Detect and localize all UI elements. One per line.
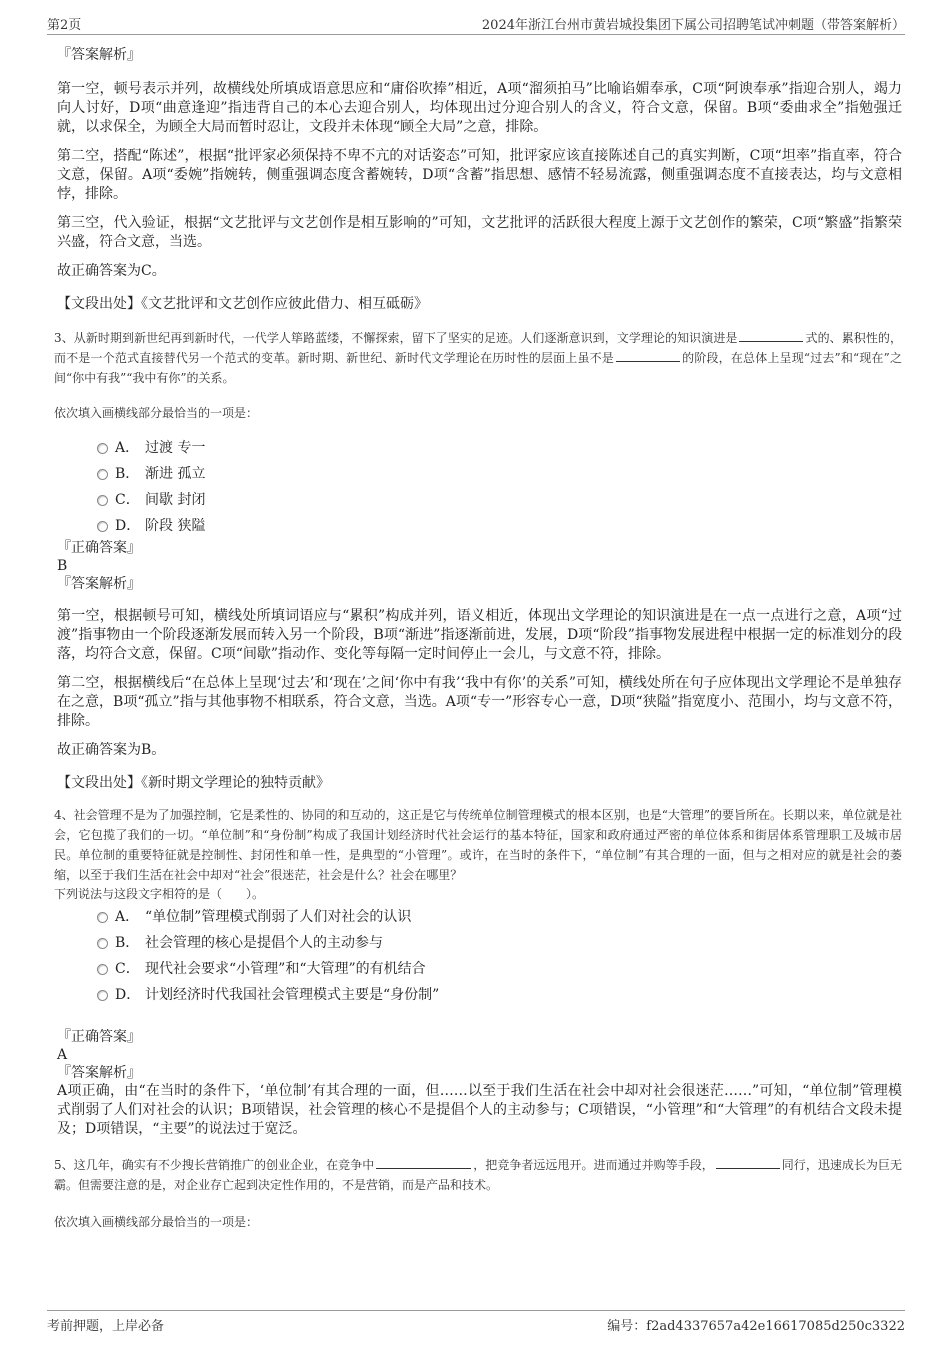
question-3-prompt: 依次填入画横线部分最恰当的一项是： [54,406,259,420]
radio-button[interactable] [97,938,108,949]
source-line [57,295,902,314]
page-footer [47,1310,905,1334]
radio-button[interactable] [97,990,108,1001]
radio-button[interactable] [97,495,108,506]
radio-button[interactable] [97,912,108,923]
document-body [54,46,902,1230]
analysis-label: 『答案解析』 [57,576,141,592]
radio-button[interactable] [97,521,108,532]
fill-blank [376,1156,471,1169]
page-header [47,12,905,35]
option-a[interactable]: A． 过渡 专一 [97,435,902,461]
document-id: 编号：f2ad4337657a42e16617085d250c3322 [607,1319,905,1334]
radio-button[interactable] [97,964,108,975]
analysis-paragraph: 第一空，根据顿号可知，横线处所填词语应与“累积”构成并列，语义相近，体现出文学理论的知识演进是在一点一点进行之意，A项“过渡”指事物由一个阶段逐渐发展而转入另一个阶段，B项“渐进”指逐渐前进，发展，D项“阶段”指事物发展进程中根据一定的标准划分的段落，均符合文意，保留。C项“间歇”指动作、变化等每隔一定时间停止一会儿，与文意不符，排除。 [57,608,902,662]
question-5-stem: 5、这几年，确实有不少搜长营销推广的创业企业，在竞争中 ，把竞争者远远甩开。进而通过并购等手段， 同行，迅速成长为巨无霸。但需要注意的是，对企业存亡起到决定性作用的，不是营销，而是产品和技术。 [54,1158,902,1192]
question-3-stem: 3、从新时期到新世纪再到新时代，一代学人筚路蓝缕，不懈探索，留下了坚实的足迹。人们逐渐意识到，文学理论的知识演进是 式的、累积性的，而不是一个范式直接替代另一个范式的变革。新时期、新世纪、新时代文学理论在历时性的层面上虽不是 的阶段，在总体上呈现“过去”和“现在”之间“你中有我”“我中有你”的关系。 [54,331,902,385]
correct-answer: A [57,1047,68,1063]
question-4-stem: 4、社会管理不是为了加强控制，它是柔性的、协同的和互动的，这正是它与传统单位制管理模式的根本区别，也是“大管理”的要旨所在。长期以来，单位就是社会，它包揽了我们的一切。“单位制”和“身份制”构成了我国计划经济时代社会运行的基本特征，国家和政府通过严密的单位体系和街居体系管理职工及城市居民。单位制的重要特征就是控制性、封闭性和单一性，是典型的“小管理”。或许，在当时的条件下，“单位制”有其合理的一面，但与之相对应的就是社会的萎缩，以至于我们生活在社会中却对“社会”很迷茫，社会是什么？社会在哪里？ [54,808,902,882]
option-b[interactable]: B． 社会管理的核心是提倡个人的主动参与 [97,930,902,956]
answer-conclusion: 故正确答案为B。 [57,742,166,758]
document-title: 2024年浙江台州市黄岩城投集团下属公司招聘笔试冲刺题（带答案解析） [481,18,905,33]
option-d[interactable]: D． 阶段 狭隘 [97,513,902,539]
question-4-options [57,904,902,1008]
fill-blank [739,329,803,342]
source-title: 《新时期文学理论的独特贡献》 [141,775,330,791]
option-c[interactable]: C． 现代社会要求“小管理”和“大管理”的有机结合 [97,956,902,982]
fill-blank [616,349,680,362]
source-prefix: 【文段出处】 [57,775,141,791]
question-4-prompt: 下列说法与这段文字相符的是（ ）。 [54,887,265,901]
source-prefix: 【文段出处】 [57,296,141,312]
analysis-paragraph: 第三空，代入验证，根据“文艺批评与文艺创作是相互影响的”可知，文艺批评的活跃很大程度上源于文艺创作的繁荣，C项“繁盛”指繁荣兴盛，符合文意，当选。 [57,215,902,250]
question-3-options [57,435,902,539]
analysis-paragraph: 第二空，搭配“陈述”，根据“批评家必须保持不卑不亢的对话姿态”可知，批评家应该直接陈述自己的真实判断，C项“坦率”指直率，符合文意，保留。A项“委婉”指婉转，侧重强调态度含蓄婉转，D项“含蓄”指思想、感情不轻易流露，侧重强调态度不直接表达，均与文意相悖，排除。 [57,148,902,202]
correct-answer: B [57,558,68,574]
source-title: 《文艺批评和文艺创作应彼此借力、相互砥砺》 [141,296,428,312]
option-a[interactable]: A． “单位制”管理模式削弱了人们对社会的认识 [97,904,902,930]
analysis-label: 『答案解析』 [57,47,141,63]
analysis-label: 『答案解析』 [57,1065,141,1081]
radio-button[interactable] [97,443,108,454]
radio-button[interactable] [97,469,108,480]
option-c[interactable]: C． 间歇 封闭 [97,487,902,513]
question-5-prompt: 依次填入画横线部分最恰当的一项是： [54,1215,259,1229]
page-number: 第2页 [47,18,82,33]
correct-answer-label: 『正确答案』 [57,540,141,556]
analysis-paragraph: A项正确，由“在当时的条件下，‘单位制’有其合理的一面，但……以至于我们生活在社会中却对社会很迷茫……”可知，“单位制”管理模式削弱了人们对社会的认识；B项错误，社会管理的核心不是提倡个人的主动参与；C项错误，“小管理”和“大管理”的有机结合文段未提及；D项错误，“主要”的说法过于宽泛。 [57,1083,902,1137]
answer-conclusion: 故正确答案为C。 [57,263,166,279]
source-line [57,774,902,793]
analysis-paragraph: 第一空，顿号表示并列，故横线处所填成语意思应和“庸俗吹捧”相近，A项“溜须拍马”比喻谄媚奉承，C项“阿谀奉承”指迎合别人，竭力向人讨好，D项“曲意逢迎”指违背自己的本心去迎合别人，均体现出过分迎合别人的含义，符合文意，保留。B项“委曲求全”指勉强迁就，以求保全，为顾全大局而暂时忍让，文段并未体现“顾全大局”之意，排除。 [57,81,902,135]
correct-answer-label: 『正确答案』 [57,1029,141,1045]
option-b[interactable]: B． 渐进 孤立 [97,461,902,487]
analysis-paragraph: 第二空，根据横线后“在总体上呈现‘过去’和‘现在’之间‘你中有我’‘我中有你’的关系”可知，横线处所在句子应体现出文学理论不是单独存在之意，B项“孤立”指与其他事物不相联系，符合文意，当选。A项“专一”形容专心一意，D项“狭隘”指宽度小、范围小，均与文意不符，排除。 [57,675,902,729]
footer-slogan: 考前押题，上岸必备 [47,1319,165,1334]
option-d[interactable]: D． 计划经济时代我国社会管理模式主要是“身份制” [97,982,902,1008]
fill-blank [716,1156,780,1169]
